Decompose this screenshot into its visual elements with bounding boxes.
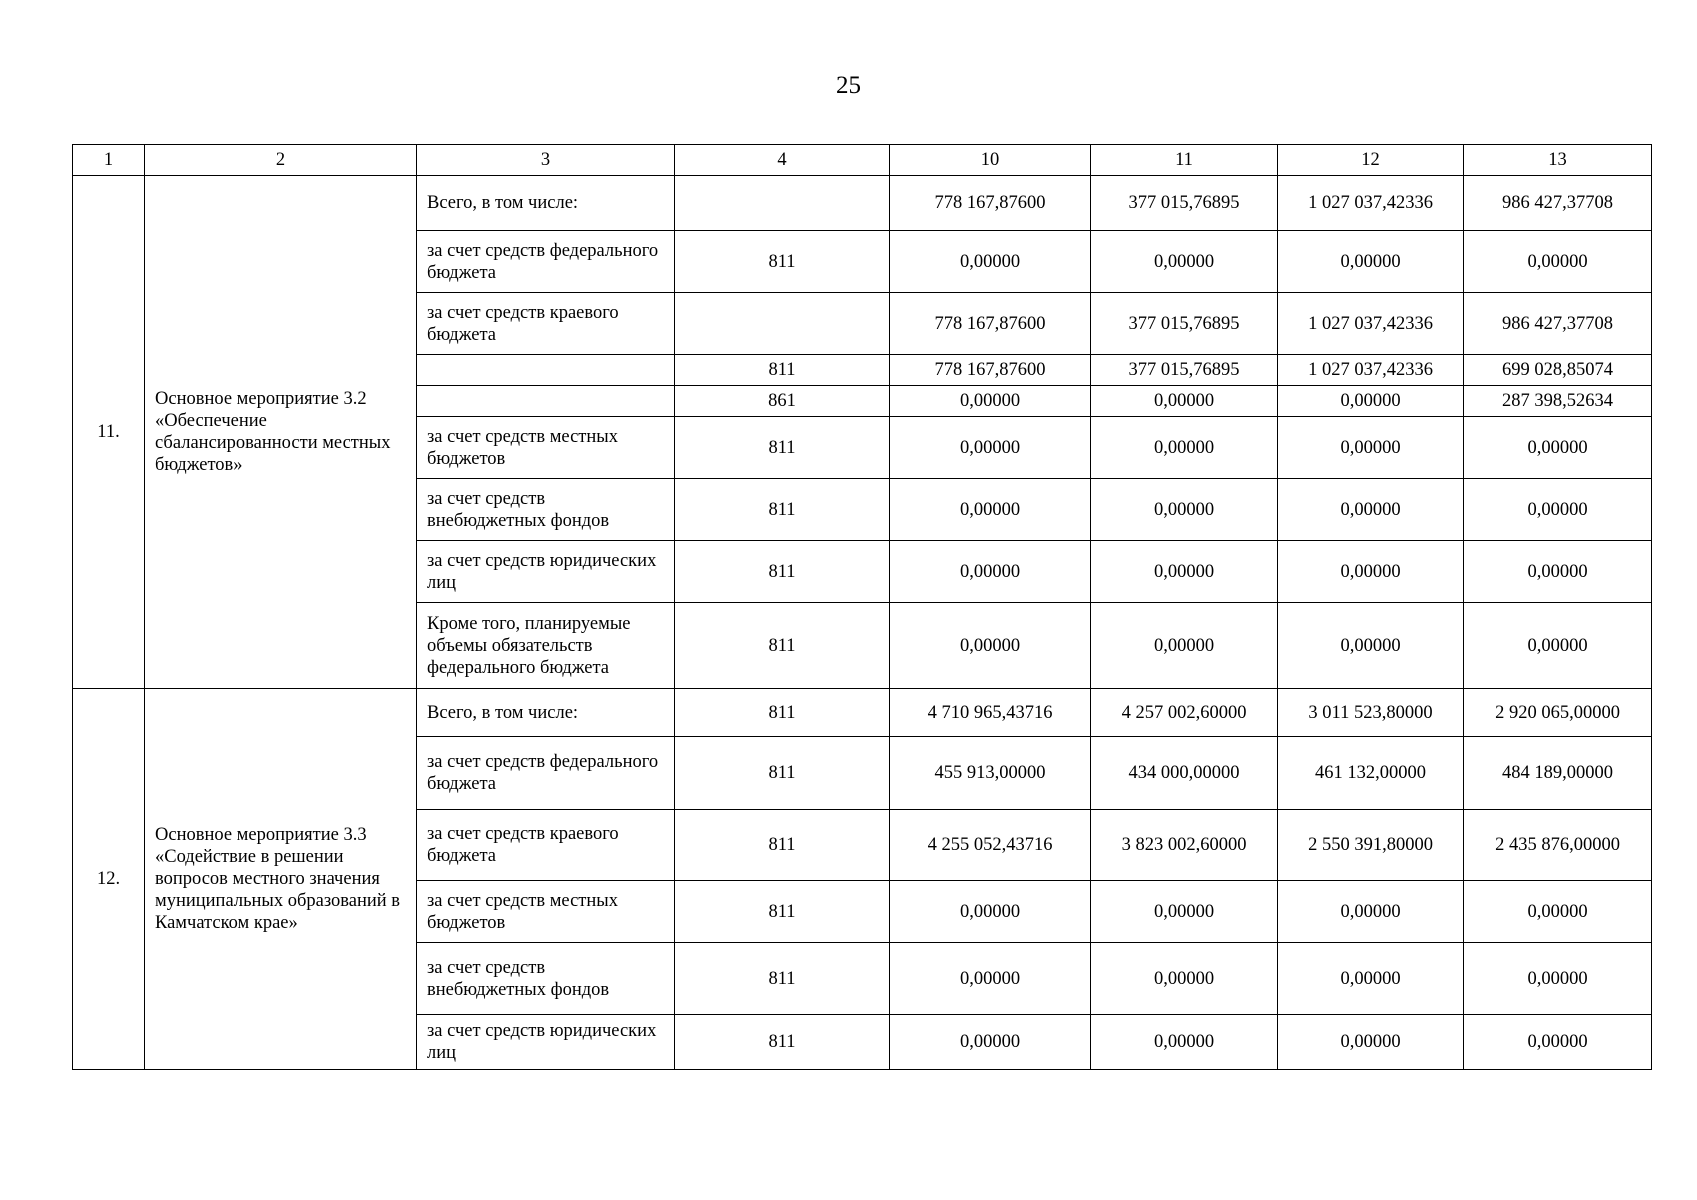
- value-col-10: 0,00000: [890, 386, 1091, 417]
- value-col-12: 2 550 391,80000: [1278, 810, 1464, 881]
- value-col-13: 986 427,37708: [1464, 293, 1652, 355]
- budget-code: 811: [675, 881, 890, 943]
- budget-code: 811: [675, 417, 890, 479]
- header-row: [73, 145, 1652, 176]
- funding-source: Кроме того, планируемые объемы обязательств федерального бюджета: [417, 603, 675, 689]
- value-col-11: 377 015,76895: [1091, 293, 1278, 355]
- budget-code: 811: [675, 231, 890, 293]
- value-col-12: 0,00000: [1278, 417, 1464, 479]
- value-col-12: 461 132,00000: [1278, 737, 1464, 810]
- value-col-10: 0,00000: [890, 231, 1091, 293]
- value-col-10: 0,00000: [890, 479, 1091, 541]
- budget-code: 811: [675, 479, 890, 541]
- header-cell: 12: [1278, 145, 1464, 176]
- value-col-12: 0,00000: [1278, 603, 1464, 689]
- value-col-13: 2 435 876,00000: [1464, 810, 1652, 881]
- budget-code: [675, 176, 890, 231]
- value-col-13: 0,00000: [1464, 603, 1652, 689]
- value-col-12: 0,00000: [1278, 1015, 1464, 1070]
- value-col-10: 0,00000: [890, 1015, 1091, 1070]
- page-number: 25: [836, 72, 861, 99]
- row-number: 11.: [73, 176, 145, 689]
- header-cell: 1: [73, 145, 145, 176]
- value-col-13: 2 920 065,00000: [1464, 689, 1652, 737]
- value-col-12: 1 027 037,42336: [1278, 176, 1464, 231]
- funding-source: за счет средств краевого бюджета: [417, 810, 675, 881]
- value-col-13: 287 398,52634: [1464, 386, 1652, 417]
- table-row: [73, 689, 1652, 737]
- value-col-10: 778 167,87600: [890, 355, 1091, 386]
- value-col-12: 0,00000: [1278, 943, 1464, 1015]
- value-col-11: 0,00000: [1091, 1015, 1278, 1070]
- header-cell: 4: [675, 145, 890, 176]
- value-col-13: 484 189,00000: [1464, 737, 1652, 810]
- event-name: Основное мероприятие 3.2 «Обеспечение сбалансированности местных бюджетов»: [145, 176, 417, 689]
- value-col-13: 986 427,37708: [1464, 176, 1652, 231]
- value-col-11: 0,00000: [1091, 231, 1278, 293]
- value-col-11: 0,00000: [1091, 479, 1278, 541]
- table-row: [73, 176, 1652, 231]
- value-col-12: 1 027 037,42336: [1278, 293, 1464, 355]
- funding-source: за счет средств внебюджетных фондов: [417, 943, 675, 1015]
- value-col-11: 0,00000: [1091, 417, 1278, 479]
- funding-source: за счет средств юридических лиц: [417, 541, 675, 603]
- budget-code: 811: [675, 943, 890, 1015]
- value-col-11: 0,00000: [1091, 603, 1278, 689]
- value-col-10: 4 255 052,43716: [890, 810, 1091, 881]
- funding-source: Всего, в том числе:: [417, 176, 675, 231]
- header-cell: 13: [1464, 145, 1652, 176]
- value-col-10: 0,00000: [890, 881, 1091, 943]
- value-col-11: 0,00000: [1091, 386, 1278, 417]
- value-col-11: 3 823 002,60000: [1091, 810, 1278, 881]
- value-col-12: 0,00000: [1278, 541, 1464, 603]
- value-col-10: 0,00000: [890, 541, 1091, 603]
- funding-source: за счет средств юридических лиц: [417, 1015, 675, 1070]
- budget-code: 811: [675, 1015, 890, 1070]
- value-col-13: 0,00000: [1464, 1015, 1652, 1070]
- value-col-13: 0,00000: [1464, 881, 1652, 943]
- funding-source: [417, 355, 675, 386]
- header-cell: 11: [1091, 145, 1278, 176]
- funding-source: за счет средств краевого бюджета: [417, 293, 675, 355]
- value-col-11: 434 000,00000: [1091, 737, 1278, 810]
- budget-code: 811: [675, 737, 890, 810]
- value-col-11: 0,00000: [1091, 881, 1278, 943]
- budget-code: 811: [675, 355, 890, 386]
- value-col-11: 0,00000: [1091, 541, 1278, 603]
- value-col-11: 0,00000: [1091, 943, 1278, 1015]
- value-col-11: 4 257 002,60000: [1091, 689, 1278, 737]
- value-col-10: 0,00000: [890, 417, 1091, 479]
- funding-source: за счет средств федерального бюджета: [417, 737, 675, 810]
- value-col-12: 0,00000: [1278, 479, 1464, 541]
- funding-source: [417, 386, 675, 417]
- value-col-11: 377 015,76895: [1091, 355, 1278, 386]
- value-col-10: 778 167,87600: [890, 176, 1091, 231]
- value-col-10: 4 710 965,43716: [890, 689, 1091, 737]
- value-col-13: 0,00000: [1464, 417, 1652, 479]
- budget-code: 811: [675, 810, 890, 881]
- value-col-12: 0,00000: [1278, 881, 1464, 943]
- event-name: Основное мероприятие 3.3 «Содействие в решении вопросов местного значения муниципальных образований в Камчатском крае»: [145, 689, 417, 1070]
- value-col-12: 3 011 523,80000: [1278, 689, 1464, 737]
- header-cell: 2: [145, 145, 417, 176]
- funding-source: за счет средств местных бюджетов: [417, 417, 675, 479]
- value-col-12: 1 027 037,42336: [1278, 355, 1464, 386]
- funding-source: за счет средств местных бюджетов: [417, 881, 675, 943]
- value-col-13: 699 028,85074: [1464, 355, 1652, 386]
- budget-code: [675, 293, 890, 355]
- funding-source: Всего, в том числе:: [417, 689, 675, 737]
- budget-code: 861: [675, 386, 890, 417]
- value-col-12: 0,00000: [1278, 231, 1464, 293]
- row-number: 12.: [73, 689, 145, 1070]
- header-cell: 10: [890, 145, 1091, 176]
- value-col-10: 0,00000: [890, 603, 1091, 689]
- funding-source: за счет средств внебюджетных фондов: [417, 479, 675, 541]
- value-col-11: 377 015,76895: [1091, 176, 1278, 231]
- budget-code: 811: [675, 603, 890, 689]
- value-col-10: 0,00000: [890, 943, 1091, 1015]
- budget-code: 811: [675, 689, 890, 737]
- budget-code: 811: [675, 541, 890, 603]
- funding-source: за счет средств федерального бюджета: [417, 231, 675, 293]
- value-col-10: 778 167,87600: [890, 293, 1091, 355]
- value-col-12: 0,00000: [1278, 386, 1464, 417]
- value-col-13: 0,00000: [1464, 479, 1652, 541]
- value-col-13: 0,00000: [1464, 541, 1652, 603]
- header-cell: 3: [417, 145, 675, 176]
- value-col-10: 455 913,00000: [890, 737, 1091, 810]
- value-col-13: 0,00000: [1464, 231, 1652, 293]
- budget-table: [72, 144, 1652, 1070]
- value-col-13: 0,00000: [1464, 943, 1652, 1015]
